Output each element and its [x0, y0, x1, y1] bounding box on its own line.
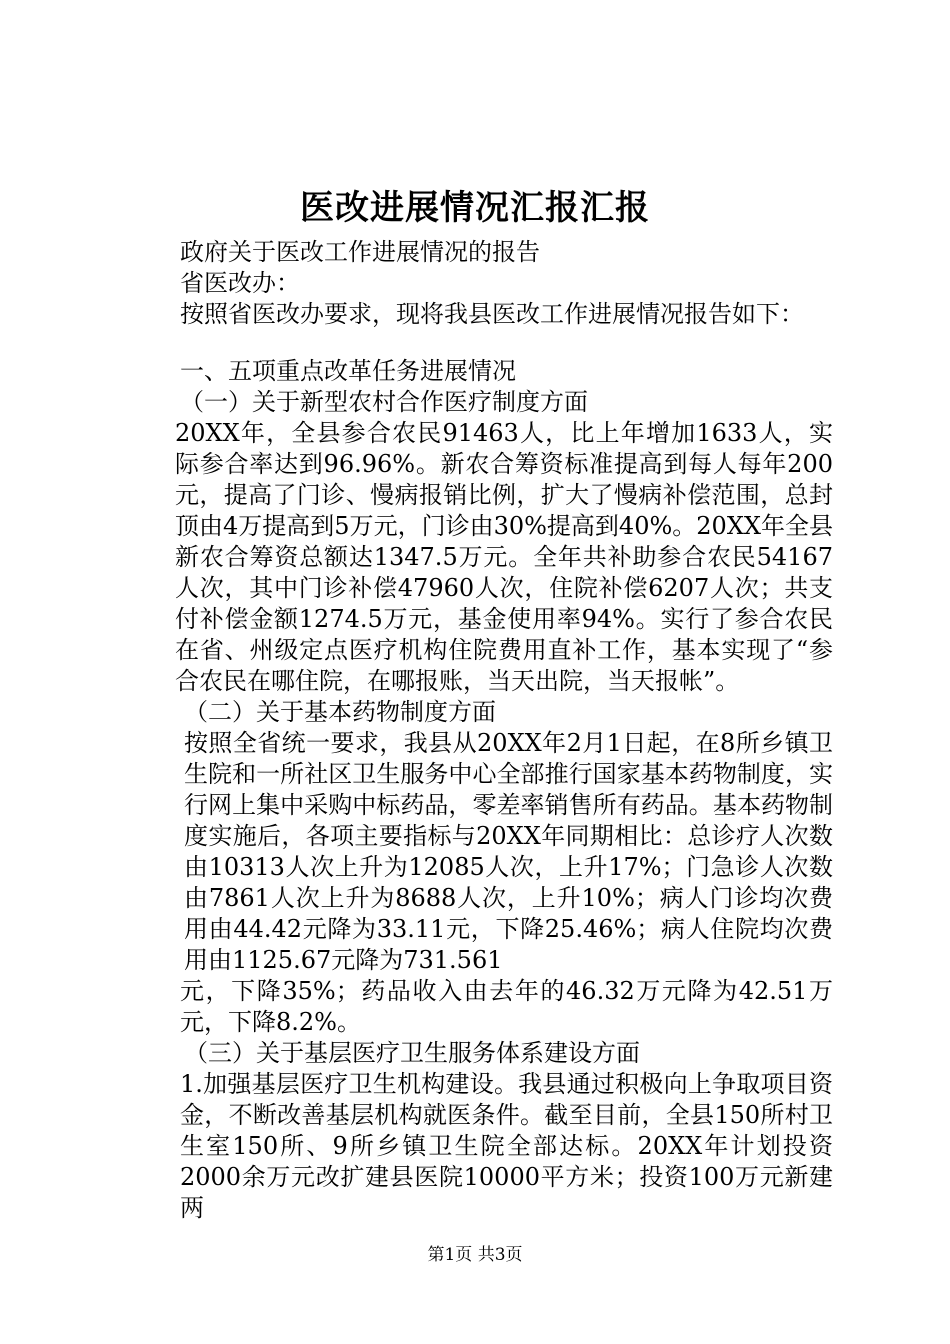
paragraph-grassroots: 1.加强基层医疗卫生机构建设。我县通过积极向上争取项目资金，不断改善基层机构就医条件。截至目前，全县150所村卫生室150所、9所乡镇卫生院全部达标。20XX年计划投资2000余万元改扩建县医院10000平方米；投资100万元新建两: [180, 1070, 833, 1222]
paragraph-ncms: 20XX年，全县参合农民91463人，比上年增加1633人，实际参合率达到96.96%。新农合筹资标准提高到每人每年200元，提高了门诊、慢病报销比例，扩大了慢病补偿范围，总封顶由4万提高到5万元，门诊由30%提高到40%。20XX年全县新农合筹资总额达1347.5万元。全年共补助参合农民54167人次，其中门诊补偿47960人次，住院补偿6207人次；共支付补偿金额1274.5万元，基金使用率94%。实行了参合农民在省、州级定点医疗机构住院费用直补工作，基本实现了“参合农民在哪住院，在哪报账，当天出院，当天报帐”。: [175, 419, 833, 695]
subsection-heading-1: （一）关于新型农村合作医疗制度方面: [180, 388, 588, 416]
document-body: [127, 237, 833, 1224]
document-title: 医改进展情况汇报汇报: [300, 188, 650, 228]
subsection-heading-2: （二）关于基本药物制度方面: [184, 698, 496, 726]
intro-paragraph: 按照省医改办要求，现将我县医改工作进展情况报告如下：: [180, 300, 804, 328]
paragraph-drug-income: 元，下降35%；药品收入由去年的46.32万元降为42.51万元，下降8.2%。: [180, 977, 833, 1036]
section-heading-1: 一、五项重点改革任务进展情况: [180, 357, 516, 385]
subsection-heading-3: （三）关于基层医疗卫生服务体系建设方面: [184, 1039, 640, 1067]
paragraph-essential-drugs: 按照全省统一要求，我县从20XX年2月1日起，在8所乡镇卫生院和一所社区卫生服务中心全部推行国家基本药物制度，实行网上集中采购中标药品，零差率销售所有药品。基本药物制度实施后，各项主要指标与20XX年同期相比：总诊疗人次数由10313人次上升为12085人次，上升17%；门急诊人次数由7861人次上升为8688人次，上升10%；病人门诊均次费用由44.42元降为33.11元，下降25.46%；病人住院均次费用由1125.67元降为731.561: [184, 729, 833, 974]
addressee: 省医改办：: [180, 269, 300, 297]
blank-line: [127, 330, 833, 356]
report-subtitle: 政府关于医改工作进展情况的报告: [180, 238, 540, 266]
page-footer: 第1页 共3页: [427, 1245, 523, 1265]
